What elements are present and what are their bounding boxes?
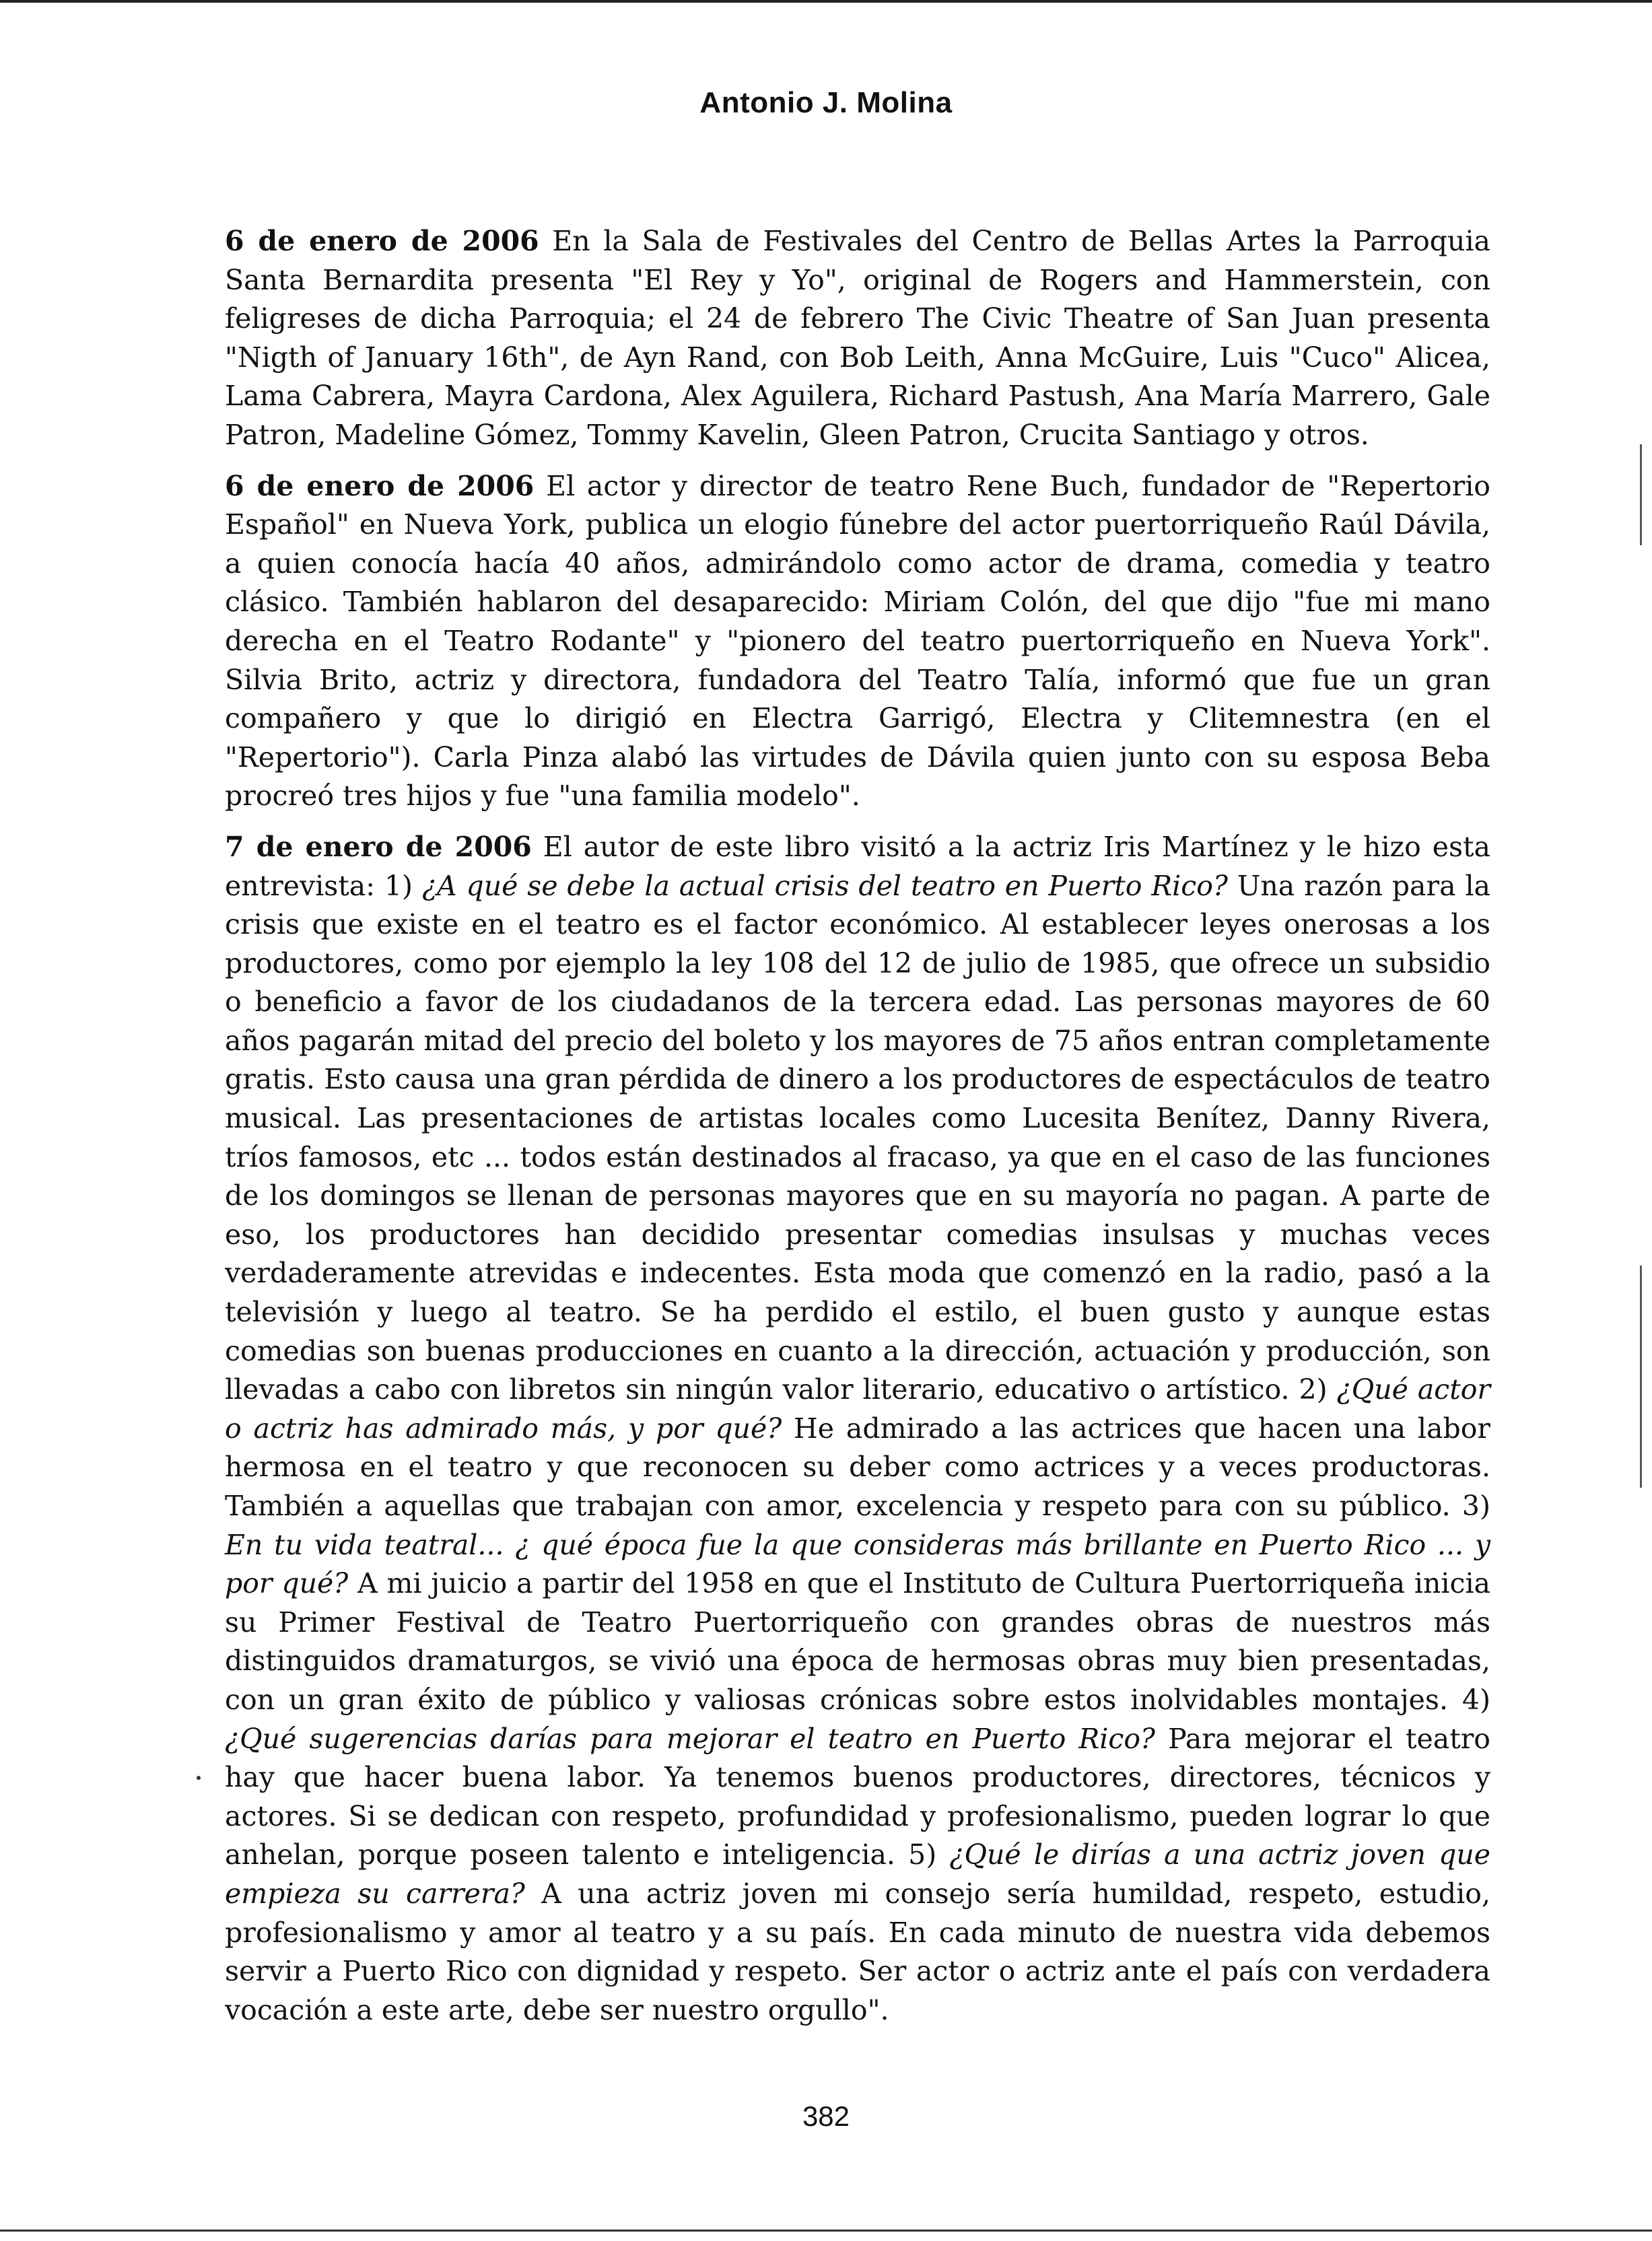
entry-paragraph-interview	[225, 828, 1490, 2030]
scan-margin-line	[1640, 444, 1642, 545]
entry-text: El actor y director de teatro Rene Buch, fundador de "Repertorio Español" en Nueva York, publica un elogio fúnebre del actor puertorriqueño Raúl Dávila, a quien conocía hacía 40 años, admirándolo como actor de drama, comedia y teatro clásico. También hablaron del desaparecido: Miriam Colón, del que dijo "fue mi mano derecha en el Teatro Rodante" y "pionero del teatro puertorriqueño en Nueva York". Silvia Brito, actriz y directora, fundadora del Teatro Talía, informó que fue un gran compañero y que lo dirigió en Electra Garrigó, Electra y Clitemnestra (en el "Repertorio"). Carla Pinza alabó las virtudes de Dávila quien junto con su esposa Beba procreó tres hijos y fue "una familia modelo".	[225, 469, 1490, 813]
entry-date: 7 de enero de 2006	[225, 830, 532, 863]
top-border-line	[0, 0, 1652, 3]
interview-question-2: ¿Qué actor o actriz has admirado más, y por qué?	[225, 1373, 1490, 1445]
entry-paragraph	[225, 222, 1490, 455]
scan-speck	[197, 1776, 201, 1780]
interview-question-3: En tu vida teatral... ¿ qué época fue la que consideras más brillante en Puerto Rico ... y por qué?	[225, 1528, 1490, 1600]
interview-answer-4: Para mejorar el teatro hay que hacer buena labor. Ya tenemos buenos productores, directores, técnicos y actores. Si se dedican con respeto, profundidad y profesionalismo, pueden lograr lo que anhelan, porque poseen talento e inteligencia. 5)	[225, 1722, 1490, 1871]
entry-date: 6 de enero de 2006	[225, 225, 539, 257]
entry-text: El autor de este libro visitó a la actriz Iris Martínez y le hizo esta entrevista: 1)	[225, 830, 1490, 902]
interview-answer-3: A mi juicio a partir del 1958 en que el Instituto de Cultura Puertorriqueña inicia su Primer Festival de Teatro Puertorriqueño con grandes obras de nuestros más distinguidos dramaturgos, se vivió una época de hermosas obras muy bien presentadas, con un gran éxito de público y valiosas crónicas sobre estos inolvidables montajes. 4)	[225, 1567, 1490, 1716]
interview-question-5: ¿Qué le dirías a una actriz joven que empieza su carrera?	[225, 1838, 1490, 1910]
interview-question-1: ¿A qué se debe la actual crisis del teatro en Puerto Rico?	[421, 869, 1228, 902]
interview-answer-1: Una razón para la crisis que existe en el teatro es el factor económico. Al establecer leyes onerosas a los productores, como por ejemplo la ley 108 del 12 de julio de 1985, que ofrece un subsidio o beneficio a favor de los ciudadanos de la tercera edad. Las personas mayores de 60 años pagarán mitad del precio del boleto y los mayores de 75 años entran completamente gratis. Esto causa una gran pérdida de dinero a los productores de espectáculos de teatro musical. Las presentaciones de artistas locales como Lucesita Benítez, Danny Rivera, tríos famosos, etc ... todos están destinados al fracaso, ya que en el caso de las funciones de los domingos se llenan de personas mayores que en su mayoría no pagan. A parte de eso, los productores han decidido presentar comedias insulsas y muchas veces verdaderamente atrevidas e indecentes. Esta moda que comenzó en la radio, pasó a la televisión y luego al teatro. Se ha perdido el estilo, el buen gusto y aunque estas comedias son buenas producciones en cuanto a la dirección, actuación y producción, son llevadas a cabo con libretos sin ningún valor literario, educativo o artístico. 2)	[225, 869, 1490, 1406]
entry-paragraph	[225, 467, 1490, 816]
interview-answer-2: He admirado a las actrices que hacen una labor hermosa en el teatro y que reconocen su deber como actrices y a veces productoras. También a aquellas que trabajan con amor, excelencia y respeto para con su público. 3)	[225, 1412, 1490, 1522]
running-header-author: Antonio J. Molina	[699, 86, 953, 119]
interview-answer-5: A una actriz joven mi consejo sería humildad, respeto, estudio, profesionalismo y amor al teatro y a su país. En cada minuto de nuestra vida debemos servir a Puerto Rico con dignidad y respeto. Ser actor o actriz ante el país con verdadera vocación a este arte, debe ser nuestro orgullo".	[225, 1877, 1490, 2026]
interview-question-4: ¿Qué sugerencias darías para mejorar el teatro en Puerto Rico?	[225, 1722, 1156, 1755]
entry-text: En la Sala de Festivales del Centro de Bellas Artes la Parroquia Santa Bernardita presenta "El Rey y Yo", original de Rogers and Hammerstein, con feligreses de dicha Parroquia; el 24 de febrero The Civic Theatre of San Juan presenta "Nigth of January 16th", de Ayn Rand, con Bob Leith, Anna McGuire, Luis "Cuco" Alicea, Lama Cabrera, Mayra Cardona, Alex Aguilera, Richard Pastush, Ana María Marrero, Gale Patron, Madeline Gómez, Tommy Kavelin, Gleen Patron, Crucita Santiago y otros.	[225, 225, 1490, 451]
page-number: 382	[802, 2100, 850, 2132]
page-body	[225, 222, 1490, 2042]
entry-date: 6 de enero de 2006	[225, 469, 535, 502]
bottom-border-line	[0, 2230, 1652, 2232]
scan-margin-line	[1640, 1266, 1642, 1488]
